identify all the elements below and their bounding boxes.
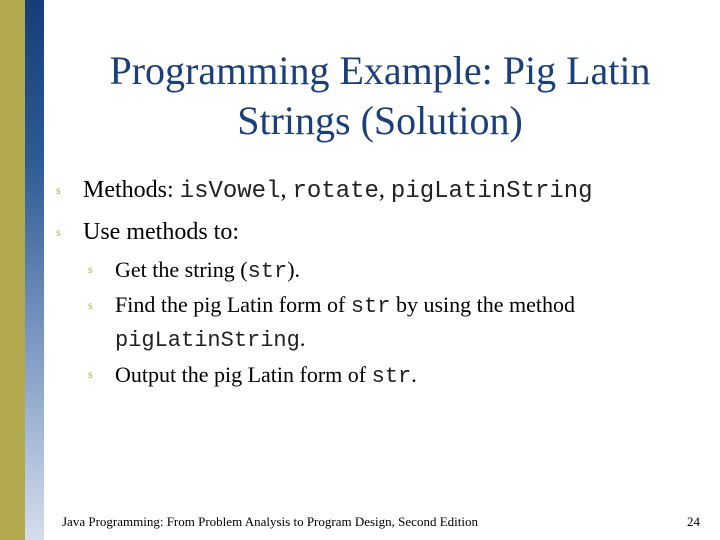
- sub-bullet-marker-icon: s: [88, 367, 93, 381]
- method-rotate: rotate: [292, 178, 379, 205]
- sub-bullet-3-pre: Output the pig Latin form of: [115, 362, 372, 387]
- sub-bullet-1-code: str: [247, 259, 288, 284]
- sub-bullet-find-pig-latin: [88, 289, 696, 357]
- slide-title-line-2: Strings (Solution): [237, 98, 523, 143]
- sub-bullet-2-code-2: pigLatinString: [115, 328, 300, 353]
- sub-bullet-output: [88, 357, 696, 394]
- slide-footer: Java Programming: From Problem Analysis to Program Design, Second Edition: [62, 514, 478, 529]
- left-blue-gradient-stripe: [25, 0, 44, 540]
- page-number: 24: [687, 514, 700, 529]
- sub-bullet-1-post: ).: [287, 257, 301, 282]
- sub-bullet-marker-icon: s: [88, 298, 93, 312]
- bullet-marker-icon: s: [56, 183, 61, 197]
- sub-bullet-1-pre: Get the string (: [115, 257, 248, 282]
- slide-title: [50, 46, 710, 146]
- bullet-marker-icon: s: [56, 225, 61, 239]
- methods-label: Methods:: [83, 177, 180, 203]
- use-methods-text: Use methods to:: [83, 219, 239, 245]
- sub-bullet-2-code: str: [350, 294, 391, 319]
- sub-bullet-2-post: .: [299, 326, 306, 351]
- sub-bullet-2-pre: Find the pig Latin form of: [115, 292, 351, 317]
- sub-bullet-3-code: str: [371, 364, 412, 389]
- sub-bullet-2-mid: by using the method: [390, 292, 576, 317]
- sub-bullet-marker-icon: s: [88, 262, 93, 276]
- slide-title-line-1: Programming Example: Pig Latin: [109, 48, 651, 93]
- left-olive-stripe: [0, 0, 25, 540]
- method-piglatinstring: pigLatinString: [390, 178, 593, 205]
- methods-separator-2: ,: [378, 177, 391, 203]
- sub-bullet-3-post: .: [411, 362, 417, 387]
- method-isvowel: isVowel: [179, 178, 281, 205]
- sub-bullet-get-string: [88, 252, 696, 289]
- methods-separator-1: ,: [280, 177, 293, 203]
- slide-body: [56, 170, 696, 394]
- bullet-methods: [56, 170, 696, 212]
- bullet-use-methods: [56, 212, 696, 252]
